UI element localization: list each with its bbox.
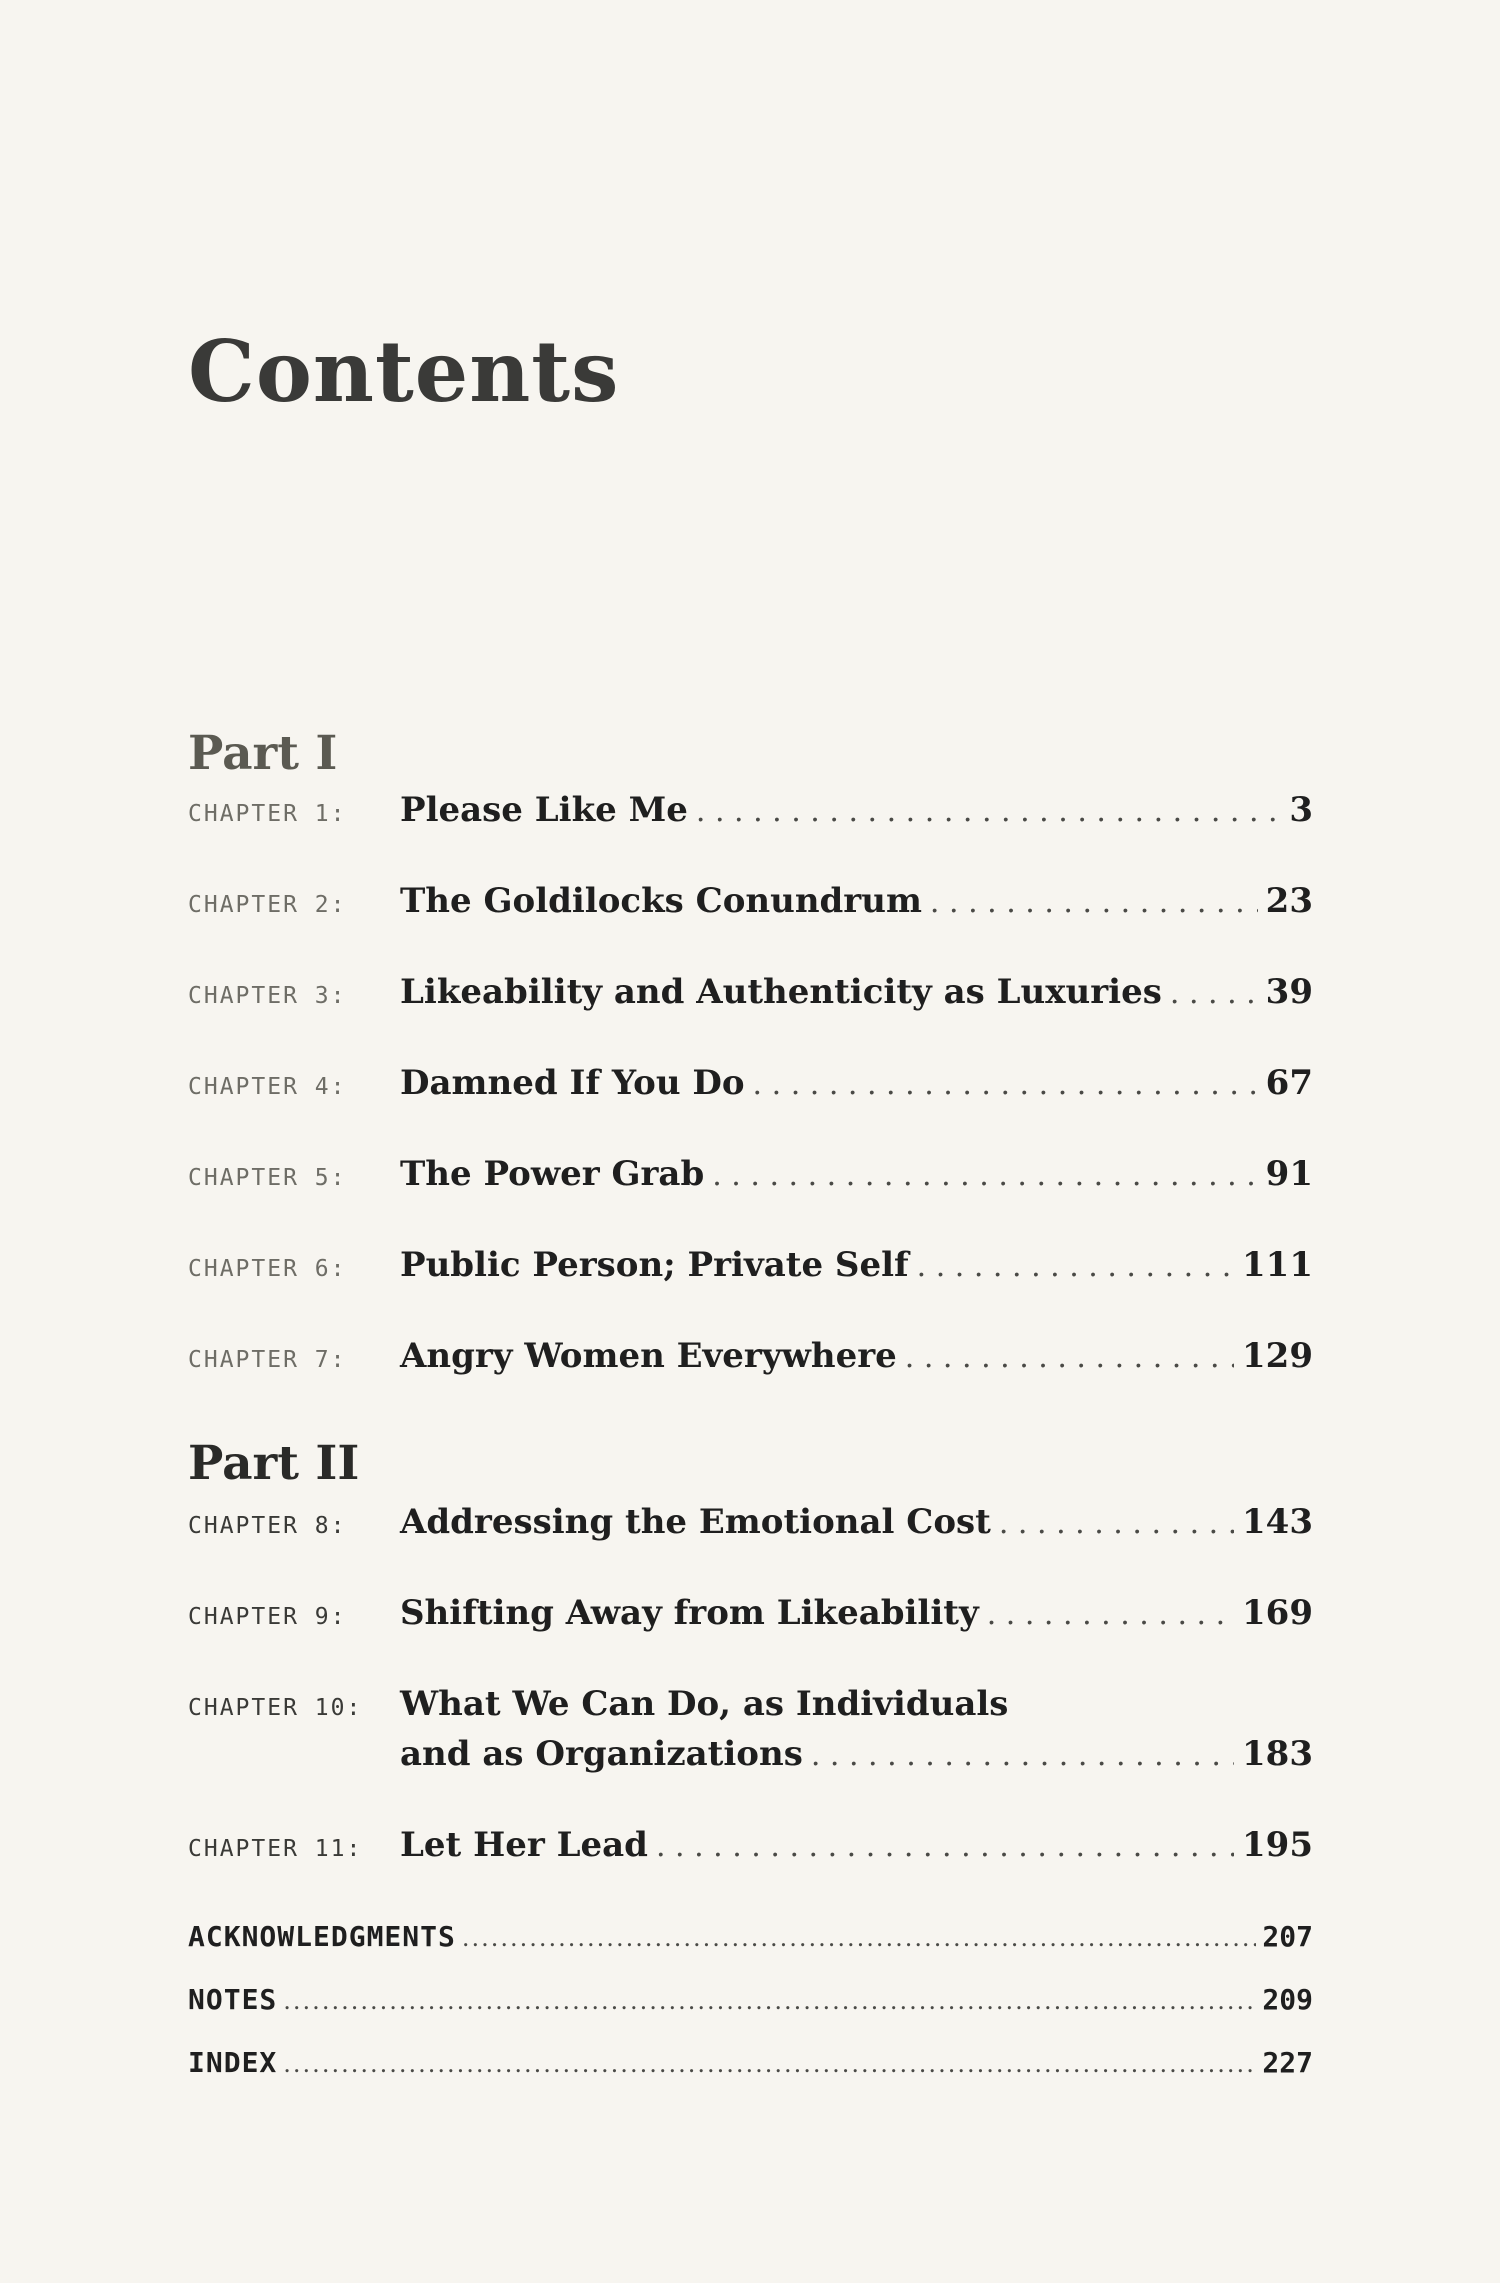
chapter-label: CHAPTER 7: [188, 1347, 347, 1373]
dot-leader [462, 1924, 1257, 1952]
dot-leader [283, 2050, 1256, 2078]
toc-entry-chapter-4[interactable] [188, 1063, 1313, 1103]
toc-entry-chapter-7[interactable] [188, 1336, 1313, 1376]
page-number: 183 [1242, 1734, 1313, 1774]
chapter-label: CHAPTER 3: [188, 983, 347, 1009]
chapter-label: CHAPTER 9: [188, 1604, 347, 1630]
dot-leader [917, 1249, 1234, 1284]
page-number: 169 [1242, 1593, 1313, 1633]
chapter-label: CHAPTER 4: [188, 1074, 347, 1100]
dot-leader [811, 1738, 1234, 1773]
toc-entry-chapter-1[interactable] [188, 790, 1313, 830]
part-heading-1: Part I [188, 726, 338, 781]
chapter-label: CHAPTER 1: [188, 801, 347, 827]
back-matter-label: INDEX [188, 2046, 278, 2079]
toc-entry-chapter-10[interactable] [188, 1684, 1313, 1774]
page-number: 209 [1262, 1983, 1313, 2016]
page-number: 207 [1262, 1920, 1313, 1953]
toc-entry-acknowledgments[interactable] [188, 1920, 1313, 1953]
chapter-label: CHAPTER 10: [188, 1695, 363, 1721]
page-number: 67 [1265, 1063, 1313, 1103]
dot-leader [987, 1597, 1234, 1632]
dot-leader [696, 794, 1281, 829]
toc-entry-index[interactable] [188, 2046, 1313, 2079]
page-number: 129 [1242, 1336, 1313, 1376]
toc-entry-chapter-6[interactable] [188, 1245, 1313, 1285]
chapter-title: Likeability and Authenticity as Luxuries [400, 972, 1162, 1012]
page-number: 111 [1242, 1245, 1313, 1285]
toc-entry-chapter-8[interactable] [188, 1502, 1313, 1542]
chapter-title: Public Person; Private Self [400, 1245, 909, 1285]
toc-entry-notes[interactable] [188, 1983, 1313, 2016]
dot-leader [999, 1506, 1234, 1541]
chapter-title-line-2: and as Organizations [400, 1734, 803, 1774]
toc-entry-chapter-3[interactable] [188, 972, 1313, 1012]
dot-leader [283, 1987, 1256, 2015]
toc-entry-chapter-5[interactable] [188, 1154, 1313, 1194]
chapter-label: CHAPTER 5: [188, 1165, 347, 1191]
page-number: 143 [1242, 1502, 1313, 1542]
chapter-label: CHAPTER 11: [188, 1836, 363, 1862]
chapter-title-line-1: What We Can Do, as Individuals [400, 1684, 1009, 1724]
chapter-title: Angry Women Everywhere [400, 1336, 897, 1376]
dot-leader [1170, 976, 1258, 1011]
dot-leader [930, 885, 1258, 920]
chapter-title: Shifting Away from Likeability [400, 1593, 979, 1633]
dot-leader [712, 1158, 1257, 1193]
chapter-title: The Goldilocks Conundrum [400, 881, 922, 921]
chapter-title: Damned If You Do [400, 1063, 745, 1103]
page-number: 227 [1262, 2046, 1313, 2079]
page-number: 39 [1265, 972, 1313, 1012]
page-number: 3 [1289, 790, 1313, 830]
chapter-title: The Power Grab [400, 1154, 705, 1194]
page-number: 23 [1265, 881, 1313, 921]
chapter-title: Addressing the Emotional Cost [400, 1502, 991, 1542]
dot-leader [753, 1067, 1258, 1102]
back-matter-label: ACKNOWLEDGMENTS [188, 1920, 456, 1953]
page-number: 195 [1242, 1825, 1313, 1865]
toc-entry-chapter-9[interactable] [188, 1593, 1313, 1633]
chapter-label: CHAPTER 6: [188, 1256, 347, 1282]
part-1-chapter-list [188, 790, 1313, 1427]
chapter-title: Let Her Lead [400, 1825, 648, 1865]
part-heading-2: Part II [188, 1436, 360, 1491]
chapter-title: Please Like Me [400, 790, 688, 830]
dot-leader [905, 1340, 1234, 1375]
chapter-label: CHAPTER 8: [188, 1513, 347, 1539]
page-title: Contents [188, 322, 620, 421]
toc-entry-chapter-11[interactable] [188, 1825, 1313, 1865]
chapter-label: CHAPTER 2: [188, 892, 347, 918]
back-matter-label: NOTES [188, 1983, 278, 2016]
toc-entry-chapter-2[interactable] [188, 881, 1313, 921]
back-matter-list [188, 1920, 1313, 2109]
dot-leader [656, 1829, 1234, 1864]
part-2-chapter-list [188, 1502, 1313, 1916]
page-number: 91 [1265, 1154, 1313, 1194]
